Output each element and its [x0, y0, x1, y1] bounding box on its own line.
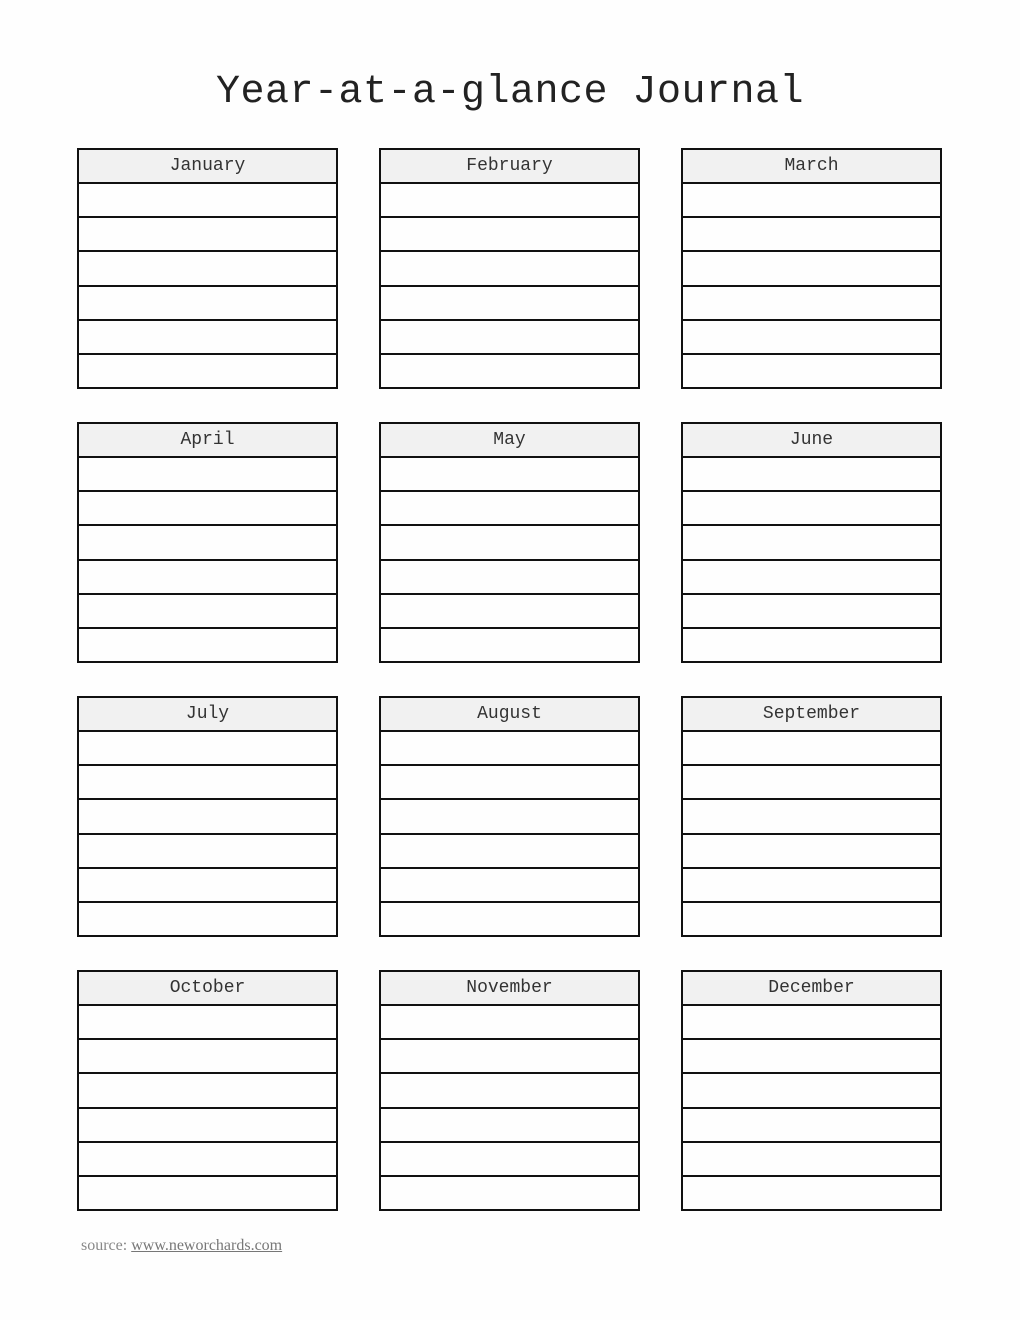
journal-line[interactable] [381, 184, 638, 218]
month-header: May [381, 424, 638, 458]
month-box-july [77, 696, 338, 937]
journal-line[interactable] [381, 732, 638, 766]
month-box-april [77, 422, 338, 663]
month-box-december [681, 970, 942, 1211]
journal-line[interactable] [79, 1040, 336, 1074]
months-grid [77, 148, 942, 1211]
month-header: June [683, 424, 940, 458]
month-box-february [379, 148, 640, 389]
journal-line[interactable] [79, 1177, 336, 1209]
journal-line[interactable] [683, 458, 940, 492]
journal-line[interactable] [683, 287, 940, 321]
page-title: Year-at-a-glance Journal [215, 70, 805, 115]
month-header: February [381, 150, 638, 184]
journal-line[interactable] [381, 835, 638, 869]
month-header: September [683, 698, 940, 732]
month-box-june [681, 422, 942, 663]
month-box-august [379, 696, 640, 937]
journal-line[interactable] [683, 252, 940, 286]
journal-line[interactable] [683, 800, 940, 834]
journal-line[interactable] [683, 903, 940, 935]
journal-line[interactable] [79, 184, 336, 218]
journal-line[interactable] [381, 1006, 638, 1040]
month-box-may [379, 422, 640, 663]
journal-line[interactable] [79, 1006, 336, 1040]
source-label: source: [81, 1237, 128, 1254]
month-box-january [77, 148, 338, 389]
month-header: March [683, 150, 940, 184]
journal-line[interactable] [381, 492, 638, 526]
journal-line[interactable] [381, 287, 638, 321]
journal-line[interactable] [683, 595, 940, 629]
journal-line[interactable] [79, 458, 336, 492]
source-footer [81, 1237, 282, 1255]
journal-line[interactable] [683, 184, 940, 218]
journal-line[interactable] [683, 526, 940, 560]
journal-line[interactable] [683, 492, 940, 526]
month-header: January [79, 150, 336, 184]
journal-line[interactable] [683, 732, 940, 766]
month-header: November [381, 972, 638, 1006]
journal-line[interactable] [79, 732, 336, 766]
journal-line[interactable] [381, 355, 638, 387]
journal-line[interactable] [79, 287, 336, 321]
journal-line[interactable] [683, 835, 940, 869]
journal-line[interactable] [381, 1109, 638, 1143]
journal-line[interactable] [683, 561, 940, 595]
journal-line[interactable] [79, 629, 336, 661]
journal-line[interactable] [381, 1177, 638, 1209]
journal-line[interactable] [683, 766, 940, 800]
journal-line[interactable] [79, 1074, 336, 1108]
journal-line[interactable] [381, 1143, 638, 1177]
journal-line[interactable] [683, 629, 940, 661]
journal-line[interactable] [381, 595, 638, 629]
journal-line[interactable] [683, 1040, 940, 1074]
journal-line[interactable] [381, 1040, 638, 1074]
month-box-october [77, 970, 338, 1211]
journal-line[interactable] [381, 903, 638, 935]
journal-line[interactable] [381, 218, 638, 252]
journal-line[interactable] [79, 1143, 336, 1177]
journal-line[interactable] [683, 218, 940, 252]
journal-line[interactable] [79, 492, 336, 526]
month-box-november [379, 970, 640, 1211]
source-link[interactable]: www.neworchards.com [131, 1237, 283, 1254]
journal-line[interactable] [683, 355, 940, 387]
journal-line[interactable] [683, 1177, 940, 1209]
journal-line[interactable] [79, 526, 336, 560]
month-header: August [381, 698, 638, 732]
journal-line[interactable] [79, 595, 336, 629]
month-header: July [79, 698, 336, 732]
journal-line[interactable] [683, 1109, 940, 1143]
journal-line[interactable] [683, 1074, 940, 1108]
journal-line[interactable] [683, 869, 940, 903]
month-box-march [681, 148, 942, 389]
journal-line[interactable] [381, 526, 638, 560]
journal-line[interactable] [381, 458, 638, 492]
journal-line[interactable] [79, 869, 336, 903]
journal-line[interactable] [79, 1109, 336, 1143]
journal-line[interactable] [381, 1074, 638, 1108]
journal-line[interactable] [79, 561, 336, 595]
journal-line[interactable] [79, 903, 336, 935]
journal-line[interactable] [381, 869, 638, 903]
journal-line[interactable] [381, 629, 638, 661]
journal-line[interactable] [683, 321, 940, 355]
journal-line[interactable] [79, 355, 336, 387]
journal-line[interactable] [79, 321, 336, 355]
journal-line[interactable] [381, 800, 638, 834]
journal-line[interactable] [79, 766, 336, 800]
journal-line[interactable] [683, 1006, 940, 1040]
journal-line[interactable] [79, 800, 336, 834]
month-header: December [683, 972, 940, 1006]
journal-line[interactable] [79, 252, 336, 286]
journal-line[interactable] [381, 561, 638, 595]
month-header: October [79, 972, 336, 1006]
month-box-september [681, 696, 942, 937]
month-header: April [79, 424, 336, 458]
journal-line[interactable] [381, 252, 638, 286]
journal-line[interactable] [79, 218, 336, 252]
journal-line[interactable] [79, 835, 336, 869]
journal-line[interactable] [381, 321, 638, 355]
journal-line[interactable] [683, 1143, 940, 1177]
journal-line[interactable] [381, 766, 638, 800]
